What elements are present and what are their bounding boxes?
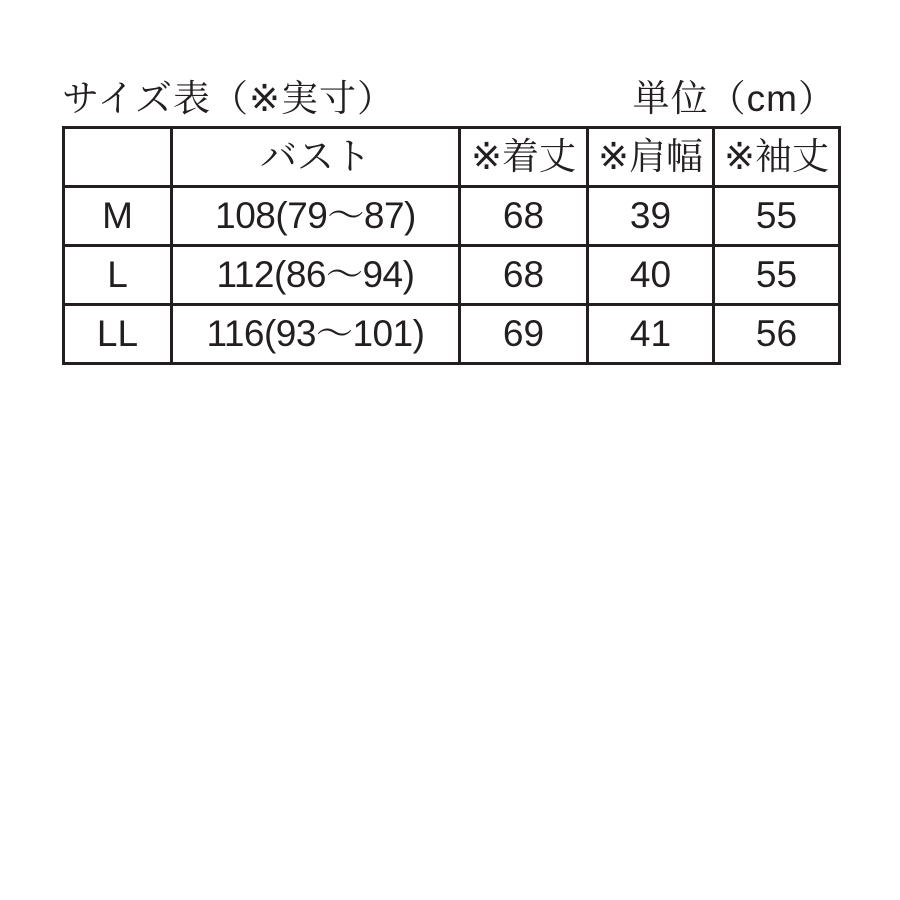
- row-size-ll: LL: [64, 305, 172, 364]
- header-sleeve: ※袖丈: [714, 128, 840, 187]
- header-size: [64, 128, 172, 187]
- row-m-bust: 108(79〜87): [172, 187, 460, 246]
- row-m-shoulder: 39: [588, 187, 714, 246]
- header-bust: バスト: [172, 128, 460, 187]
- row-ll-bust: 116(93〜101): [172, 305, 460, 364]
- row-size-l: L: [64, 246, 172, 305]
- row-size-m: M: [64, 187, 172, 246]
- header-shoulder: ※肩幅: [588, 128, 714, 187]
- table-header-row: [64, 128, 840, 187]
- row-ll-sleeve: 56: [714, 305, 840, 364]
- row-l-bust: 112(86〜94): [172, 246, 460, 305]
- table-body: [64, 187, 840, 364]
- row-ll-shoulder: 41: [588, 305, 714, 364]
- row-ll-length: 69: [460, 305, 588, 364]
- table-row: [64, 187, 840, 246]
- table-header: [64, 128, 840, 187]
- row-m-length: 68: [460, 187, 588, 246]
- row-m-sleeve: 55: [714, 187, 840, 246]
- header-length: ※着丈: [460, 128, 588, 187]
- row-l-sleeve: 55: [714, 246, 840, 305]
- size-table: [62, 126, 841, 365]
- table-row: [64, 305, 840, 364]
- table-row: [64, 246, 840, 305]
- caption-row: [62, 68, 838, 122]
- size-chart-title: サイズ表（※実寸）: [62, 78, 396, 119]
- row-l-length: 68: [460, 246, 588, 305]
- row-l-shoulder: 40: [588, 246, 714, 305]
- size-chart-unit: 単位（cm）: [632, 78, 836, 119]
